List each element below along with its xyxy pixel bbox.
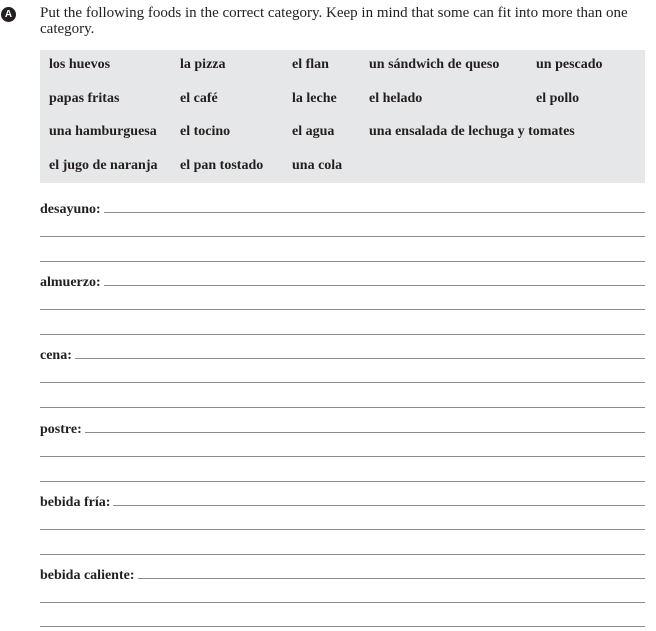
word-bank-item: el flan [292,57,329,72]
word-bank-item: un sándwich de queso [369,57,500,72]
answer-line[interactable] [40,334,645,335]
answer-line[interactable] [40,554,645,555]
word-bank-item: la leche [292,91,337,106]
word-bank-item: el pan tostado [180,158,264,173]
answer-line[interactable] [40,236,645,237]
answer-line[interactable] [40,407,645,408]
exercise-badge: A [1,7,16,22]
answer-line[interactable] [40,212,645,213]
answer-line[interactable] [40,481,645,482]
word-bank-item: el helado [369,91,423,106]
answer-line[interactable] [40,602,645,603]
category-label: cena: [40,346,75,366]
answer-line[interactable] [40,382,645,383]
word-bank-item: el café [180,91,218,106]
category-bebida-fria [40,493,645,513]
answer-line[interactable] [40,626,645,627]
word-bank-item: una ensalada de lechuga y tomates [369,124,575,139]
category-label: desayuno: [40,200,104,220]
answer-line[interactable] [40,358,645,359]
category-label: almuerzo: [40,273,104,293]
word-bank-item: una hamburguesa [49,124,157,139]
category-label: bebida caliente: [40,566,138,586]
word-bank-item: papas fritas [49,91,120,106]
answer-line[interactable] [40,432,645,433]
category-desayuno [40,200,645,220]
answer-line[interactable] [40,456,645,457]
word-bank-item: una cola [292,158,343,173]
answer-line[interactable] [40,505,645,506]
category-label: postre: [40,420,85,440]
word-bank-item: el jugo de naranja [49,158,158,173]
instructions-text: Put the following foods in the correct category. Keep in mind that some can fit into more than one category. [40,5,628,37]
word-bank [40,50,645,183]
category-postre [40,420,645,440]
answer-line[interactable] [40,529,645,530]
word-bank-item: un pescado [536,57,603,72]
word-bank-item: el tocino [180,124,231,139]
word-bank-item: la pizza [180,57,226,72]
category-almuerzo [40,273,645,293]
word-bank-item: el agua [292,124,335,139]
answer-line[interactable] [40,285,645,286]
category-label: bebida fría: [40,493,113,513]
category-bebida-caliente [40,566,645,586]
answer-line[interactable] [40,261,645,262]
word-bank-item: el pollo [536,91,580,106]
category-cena [40,346,645,366]
answer-line[interactable] [40,309,645,310]
word-bank-item: los huevos [49,57,111,72]
